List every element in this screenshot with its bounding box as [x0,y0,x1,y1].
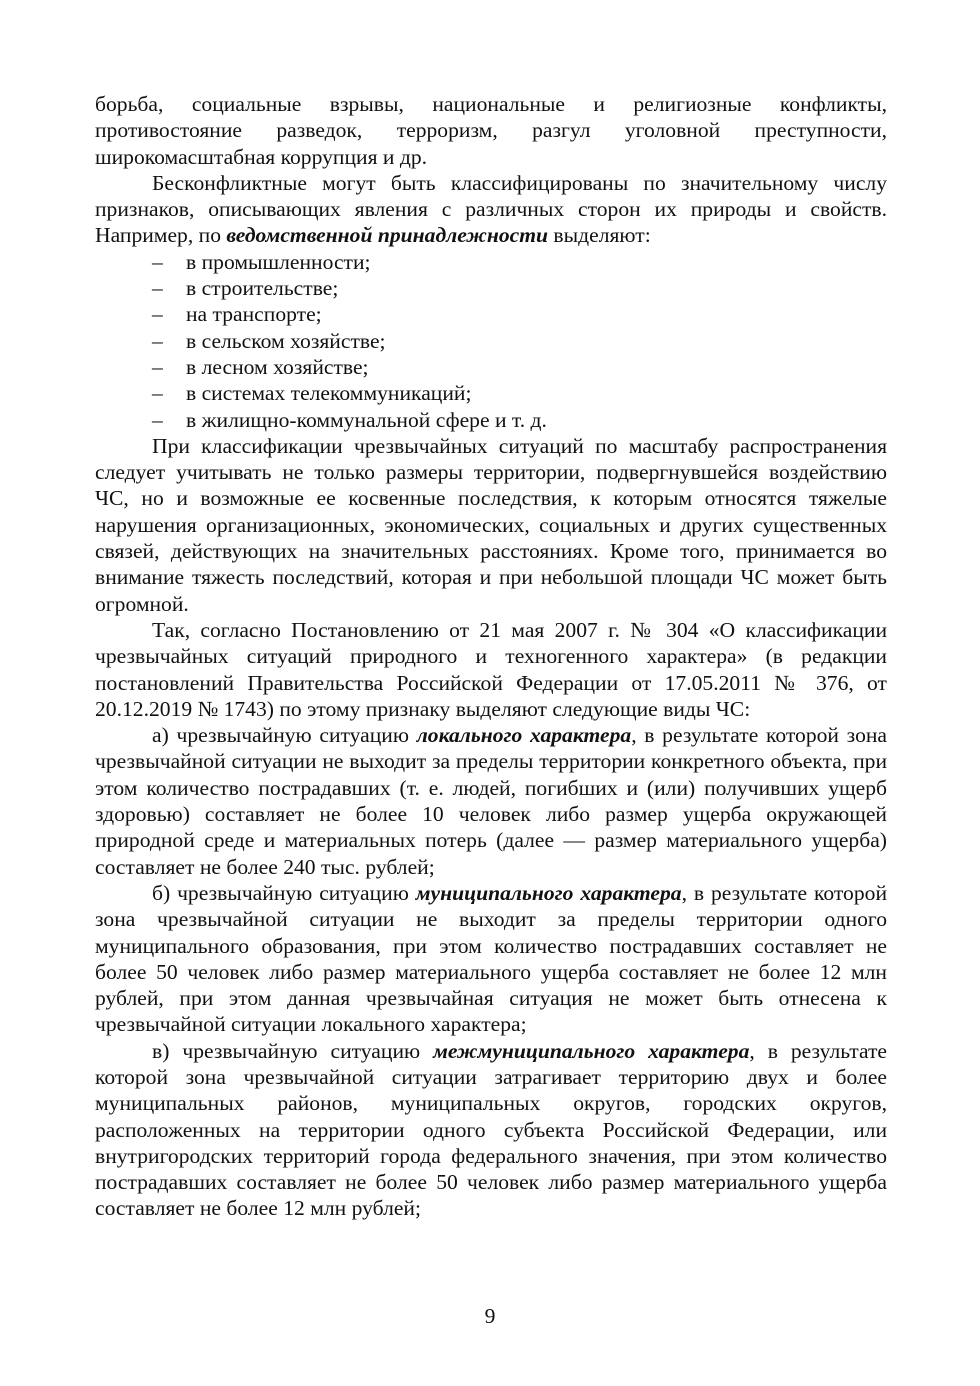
paragraph-text: выделяют: [548,223,651,248]
list-item-text: в жилищно-коммунальной сфере и т. д. [186,407,547,432]
paragraph-text: , в результате которой зона чрезвычайной ситуации затрагивает территорию двух и более муниципальных районов, муниципальных округов, городских округов, расположенных на территории одного субъекта Российской Федерации, или внутригородских территорий города федерального значения, при этом количество пострадавших составляет не более 50 человек либо размер материального ущерба составляет не более 12 млн рублей; [95,1038,887,1221]
list-item [95,328,887,354]
list-item-text: на транспорте; [186,302,322,327]
paragraph-text: б) чрезвычайную ситуацию [152,880,416,905]
paragraph-intermunicipal-emergency [95,1038,887,1222]
dash-bullet: – [152,276,163,301]
paragraph-municipal-emergency [95,880,887,1038]
list-item-text: в строительстве; [186,276,339,301]
paragraph-scale-classification: При классификации чрезвычайных ситуаций по масштабу распространения следует учитывать не только размеры территории, подвергнувшейся воздействию ЧС, но и возможные ее косвенные последствия, к которым относятся тяжелые нарушения организационных, экономических, социальных и других существенных связей, действующих на значительных расстояниях. Кроме того, принимается во внимание тяжесть последствий, которая и при небольшой площади ЧС может быть огромной. [95,433,887,616]
list-item [95,275,887,301]
emphasis-term: ведомственной принадлежности [226,223,549,248]
dash-bullet: – [152,407,163,432]
page-number: 9 [484,1304,496,1328]
dash-bullet: – [152,354,163,379]
list-item-text: в лесном хозяйстве; [186,354,369,379]
list-item [95,301,887,327]
list-item-text: в системах телекоммуникаций; [186,381,472,406]
list-item [95,380,887,406]
emphasis-term: локального характера [416,723,632,748]
list-item [95,407,887,433]
list-item [95,249,887,275]
paragraph-text: в) чрезвычайную ситуацию [152,1038,434,1063]
dash-bullet: – [152,328,163,353]
paragraph-continuation: борьба, социальные взрывы, национальные и религиозные конфликты, противостояние разведок, терроризм, разгул уголовной преступности, широкомасштабная коррупция и др. [95,92,887,169]
dash-bullet: – [152,249,163,274]
dash-bullet: – [152,302,163,327]
list-item [95,354,887,380]
paragraph-text: , в результате которой зона чрезвычайной ситуации не выходит за пределы территории одного муниципального образования, при этом количество пострадавших составляет не более 50 человек либо размер материального ущерба составляет не более 12 млн рублей, при этом данная чрезвычайная ситуация не может быть отнесена к чрезвычайной ситуации локального характера; [95,880,887,1037]
paragraph-text: а) чрезвычайную ситуацию [152,723,417,748]
list-item-text: в сельском хозяйстве; [186,328,386,353]
paragraph-classification-intro [95,170,887,249]
list-item-text: в промышленности; [186,249,371,274]
paragraph-text: , в результате которой зона чрезвычайной ситуации не выходит за пределы территории конкретного объекта, при этом количество пострадавших (т. е. людей, погибших и (или) получивших ущерб здоровью) составляет не более 10 человек либо размер ущерба окружающей природной среде и материальных потерь (далее — размер материального ущерба) составляет не более 240 тыс. рублей; [95,723,888,879]
paragraph-local-emergency [95,722,887,880]
paragraph-text: Бесконфликтные могут быть классифицированы по значительному числу признаков, описывающих явления с различных сторон их природы и свойств. Например, по [95,170,887,248]
dash-list [95,249,887,433]
page-body [95,91,887,1222]
dash-bullet: – [152,381,163,406]
emphasis-term: межмуниципального характера [433,1038,750,1063]
paragraph-decree-reference: Так, согласно Постановлению от 21 мая 2007 г. № 304 «О классификации чрезвычайных ситуаций природного и техногенного характера» (в редакции постановлений Правительства Российской Федерации от 17.05.2011 № 376, от 20.12.2019 № 1743) по этому признаку выделяют следующие виды ЧС: [95,617,887,721]
emphasis-term: муниципального характера [415,880,682,905]
